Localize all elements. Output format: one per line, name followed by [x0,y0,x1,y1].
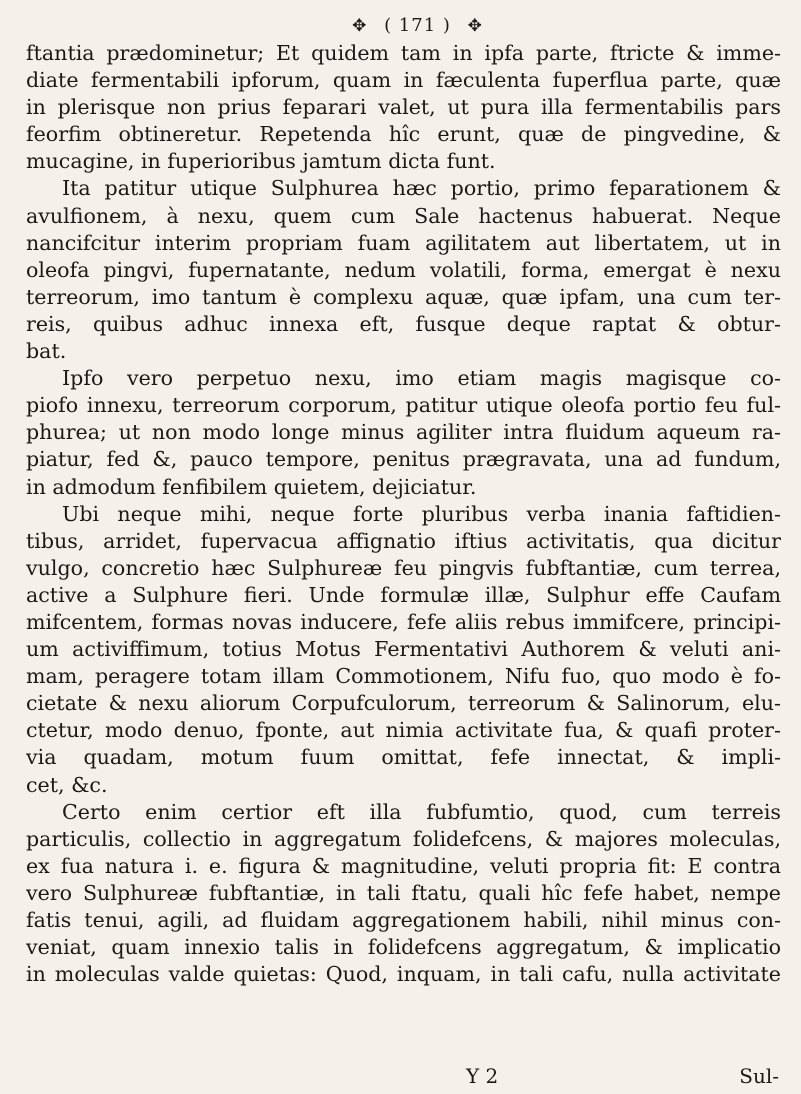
page-footer [26,1064,779,1090]
text-line: vulgo, concretio hæc Sulphureæ feu pingvis fubftantiæ, cum terrea, [26,555,781,580]
text-line: in plerisque non prius feparari valet, ut pura illa fermentabilis pars [26,95,781,120]
text-line: vero Sulphureæ fubftantiæ, in tali ftatu, quali hîc fefe habet, nempe [26,880,781,905]
text-line: piofo innexu, terreorum corporum, patitur utique oleofa portio feu ful- [26,393,781,418]
text-line: ctetur, modo denuo, fponte, aut nimia activitate fua, & quafi proter- [26,718,781,743]
text-line: feorfim obtineretur. Repetenda hîc erunt, quæ de pingvedine, & [26,122,781,147]
page-number: ( 171 ) [384,15,451,36]
signature-mark: Y 2 [466,1064,499,1088]
text-line: Ipfo vero perpetuo nexu, imo etiam magis magisque co- [62,366,781,391]
text-line: in moleculas valde quietas: Quod, inquam, in tali cafu, nulla activitate [26,962,781,987]
text-line: particulis, collectio in aggregatum folidefcens, & majores moleculas, [26,826,781,851]
catchword: Sul- [739,1064,779,1088]
text-line: reis, quibus adhuc innexa eft, fusque deque raptat & obtur- [26,311,781,336]
ornament-right-icon: ✥ [467,16,483,36]
text-line: mifcentem, formas novas inducere, fefe aliis rebus immifcere, principi- [26,609,781,634]
text-line: piatur, fed &, pauco tempore, penitus prægravata, una ad fundum, [26,447,781,472]
text-line: via quadam, motum fuum omittat, fefe innectat, & impli- [26,745,781,770]
text-line: Certo enim certior eft illa fubfumtio, quod, cum terreis [62,799,781,824]
text-line: active a Sulphure fieri. Unde formulæ illæ, Sulphur effe Caufam [26,582,781,607]
text-line: mam, peragere totam illam Commotionem, Nifu fuo, quo modo è fo- [26,664,781,689]
text-line: nancifcitur interim propriam fuam agilitatem aut libertatem, ut in [26,230,781,255]
ornament-left-icon: ✥ [352,16,368,36]
page-header [54,12,781,40]
text-line: Ubi neque mihi, neque forte pluribus verba inania faftidien- [62,501,781,526]
text-line: Ita patitur utique Sulphurea hæc portio, primo feparationem & [62,176,781,201]
text-line: in admodum fenfibilem quietem, dejiciatur. [26,474,477,499]
body-text [26,40,781,988]
text-line: cet, &c. [26,772,108,797]
text-line: um activiffimum, totius Motus Fermentativi Authorem & veluti ani- [26,637,781,662]
text-line: ftantia prædominetur; Et quidem tam in ipfa parte, ftricte & imme- [26,41,781,65]
text-line: fatis tenui, agili, ad fluidam aggregationem habili, nihil minus con- [26,908,781,932]
text-line: ex fua natura i. e. figura & magnitudine, veluti propria fit: E contra [26,853,781,878]
text-line: veniat, quam innexio talis in folidefcens aggregatum, & implicatio [26,935,781,960]
text-line: terreorum, imo tantum è complexu aquæ, quæ ipfam, una cum ter- [26,284,781,309]
text-line: diate fermentabili ipforum, quam in fæculenta fuperflua parte, quæ [26,68,781,93]
text-line: avulfionem, à nexu, quem cum Sale hactenus habuerat. Neque [26,203,781,228]
text-line: mucagine, in fuperioribus jamtum dicta funt. [26,149,496,174]
text-line: phurea; ut non modo longe minus agiliter intra fluidum aqueum ra- [26,420,781,445]
text-line: oleofa pingvi, fupernatante, nedum volatili, forma, emergat è nexu [26,257,781,282]
text-line: cietate & nexu aliorum Corpufculorum, terreorum & Salinorum, elu- [26,691,781,716]
text-line: bat. [26,339,67,364]
text-line: tibus, arridet, fupervacua affignatio iftius activitatis, qua dicitur [26,528,781,553]
